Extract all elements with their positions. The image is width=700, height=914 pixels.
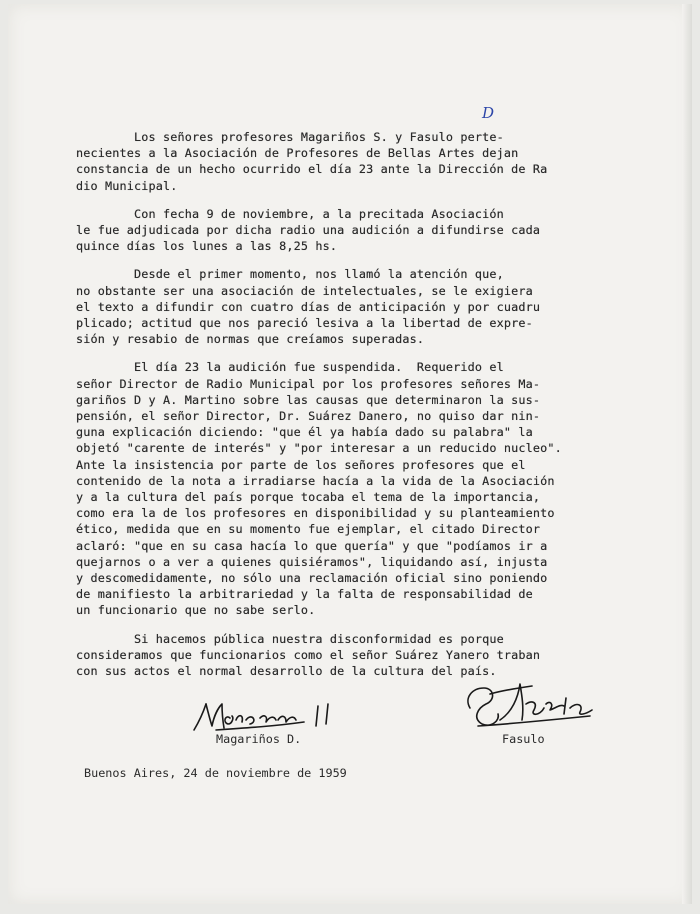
- text-line: y a la cultura del país porque tocaba el tema de la importancia,: [76, 490, 541, 505]
- text-line: Desde el primer momento, nos llamó la atención que,: [76, 267, 504, 282]
- text-line: como era la de los profesores en disponibilidad y su planteamiento: [76, 506, 555, 521]
- text-line: dio Municipal.: [76, 178, 178, 193]
- signature-name-magarinos: Magariños D.: [216, 732, 302, 746]
- text-line: objetó "carente de interés" y "por interesar a un reducido nucleo".: [76, 441, 562, 456]
- text-line: ético, medida que en su momento fue ejemplar, el citado Director: [76, 522, 541, 537]
- text-line: gariños D y A. Martino sobre las causas que determinaron la sus-: [76, 392, 541, 407]
- text-line: el texto a difundir con cuatro días de anticipación y por cuadru: [76, 299, 541, 314]
- signature-name-fasulo: Fasulo: [502, 732, 545, 746]
- text-line: guna explicación diciendo: "que él ya había dado su palabra" la: [76, 425, 533, 440]
- text-line: Los señores profesores Magariños S. y Fasulo perte-: [76, 130, 504, 144]
- letter-body: [76, 129, 676, 691]
- text-line: quince días los lunes a las 8,25 hs.: [76, 239, 338, 254]
- text-line: aclaró: "que en su casa hacía lo que quería" y que "podíamos ir a: [76, 538, 548, 553]
- text-line: constancia de un hecho ocurrido el día 23 ante la Dirección de Ra: [76, 162, 548, 177]
- text-line: quejarnos o a ver a quienes quisiéramos", liquidando así, injusta: [76, 554, 548, 569]
- text-line: de manifiesto la arbitrariedad y la falta de responsabilidad de: [76, 587, 533, 602]
- text-line: no obstante ser una asociación de intelectuales, se le exigiera: [76, 283, 533, 298]
- text-line: Ante la insistencia por parte de los señores profesores que el: [76, 457, 526, 472]
- text-line: necientes a la Asociación de Profesores de Bellas Artes dejan: [76, 146, 519, 161]
- text-line: y descomedidamente, no sólo una reclamación oficial sino poniendo: [76, 571, 548, 586]
- text-line: Si hacemos pública nuestra disconformidad es porque: [76, 631, 504, 646]
- place-and-date: Buenos Aires, 24 de noviembre de 1959: [84, 766, 347, 780]
- page-edge: [682, 4, 692, 904]
- text-line: consideramos que funcionarios como el señor Suárez Yanero traban: [76, 647, 541, 662]
- handwritten-correction-mark: D: [482, 104, 495, 122]
- paragraph-1: [76, 129, 676, 194]
- text-line: con sus actos el normal desarrollo de la cultura del país.: [76, 664, 497, 679]
- text-line: Con fecha 9 de noviembre, a la precitada Asociación: [76, 206, 504, 221]
- text-line: le fue adjudicada por dicha radio una audición a difundirse cada: [76, 223, 541, 238]
- text-line: un funcionario que no sabe serlo.: [76, 603, 316, 618]
- text-line: sión y resabio de normas que creíamos superadas.: [76, 332, 425, 347]
- paragraph-4: [76, 359, 676, 618]
- text-line: El día 23 la audición fue suspendida. Requerido el: [76, 360, 504, 375]
- paragraph-5: [76, 631, 676, 680]
- signature-fasulo: [460, 674, 610, 734]
- paragraph-3: [76, 266, 676, 347]
- text-line: señor Director de Radio Municipal por los profesores señores Ma-: [76, 376, 541, 391]
- paragraph-2: [76, 206, 676, 255]
- text-line: contenido de la nota a irradiarse hacía a la vida de la Asociación: [76, 473, 555, 488]
- text-line: pensión, el señor Director, Dr. Suárez Danero, no quiso dar nin-: [76, 409, 541, 424]
- text-line: plicado; actitud que nos pareció lesiva a la libertad de expre-: [76, 316, 533, 331]
- document-page: [8, 4, 692, 904]
